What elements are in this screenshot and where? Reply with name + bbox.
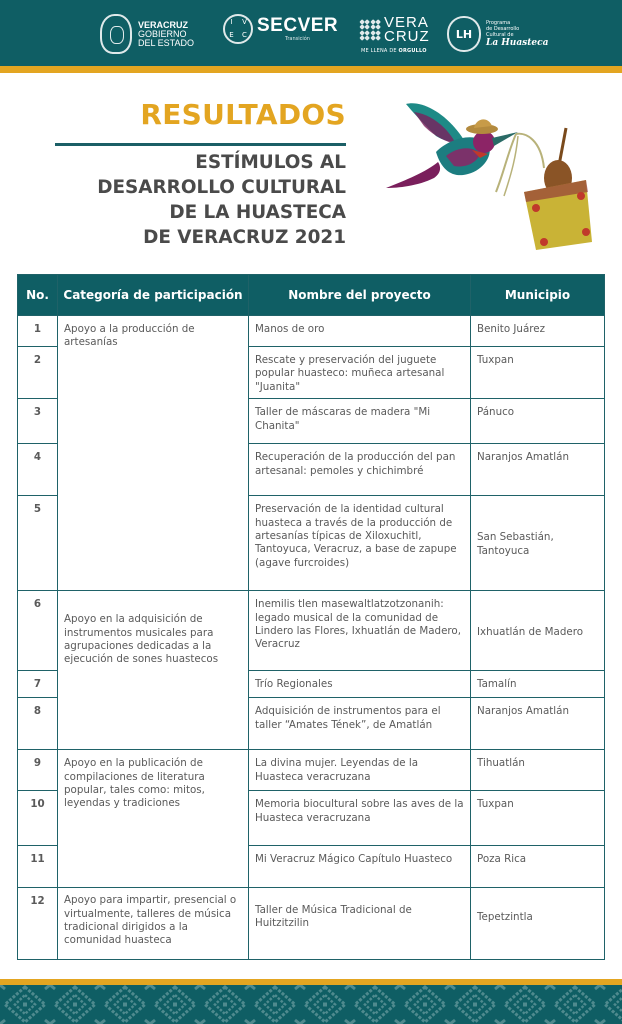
seal-letter: I	[230, 18, 233, 26]
row-number: 3	[18, 399, 58, 444]
logo-line: Cultural de	[486, 32, 514, 38]
project-name: La divina mujer. Leyendas de la Huasteca veracruzana	[249, 750, 471, 791]
logo-gobierno-veracruz	[100, 14, 194, 54]
table-row	[18, 591, 605, 671]
municipality: Tepetzintla	[471, 888, 605, 960]
municipality: Benito Juárez	[471, 316, 605, 347]
row-number: 7	[18, 671, 58, 698]
subtitle-line: DE LA HUASTECA	[169, 202, 346, 223]
logo-line: de Desarrollo	[486, 26, 520, 32]
logo-secver	[223, 14, 338, 44]
subtitle-line: DE VERACRUZ 2021	[143, 227, 346, 248]
row-number: 2	[18, 347, 58, 399]
project-name: Rescate y preservación del juguete popular huasteco: muñeca artesanal "Juanita"	[249, 347, 471, 399]
category-cell: Apoyo en la publicación de compilaciones de literatura popular, tales como: mitos, leyendas y tradiciones	[58, 750, 249, 888]
project-name: Taller de Música Tradicional de Huitzitzilin	[249, 888, 471, 960]
tagline-prefix: ME LLENA DE	[361, 48, 399, 54]
municipality: Naranjos Amatlán	[471, 444, 605, 496]
table-row	[18, 316, 605, 347]
seal-letter: E	[229, 31, 234, 39]
seal-letter: C	[242, 31, 247, 39]
column-header-proyecto: Nombre del proyecto	[249, 275, 471, 316]
project-name: Inemilis tlen masewaltlatzotzonanih: legado musical de la comunidad de Lindero las Flores, Ixhuatlán de Madero, Veracruz	[249, 591, 471, 671]
category-cell: Apoyo a la producción de artesanías	[58, 316, 249, 591]
project-name: Preservación de la identidad cultural huasteca a través de la producción de artesanías típicas de Xiloxuchitl, Tantoyuca, Veracruz, a base de zapupe (agave furcroides)	[249, 496, 471, 591]
municipality: Tihuatlán	[471, 750, 605, 791]
project-name: Trío Regionales	[249, 671, 471, 698]
municipality: Naranjos Amatlán	[471, 698, 605, 750]
logo-script: La Huasteca	[486, 38, 549, 48]
row-number: 10	[18, 791, 58, 846]
logo-veracruz-me-llena	[360, 16, 430, 44]
footer-diamond-pattern	[0, 985, 622, 1024]
logo-line: CRUZ	[384, 28, 430, 45]
project-name: Taller de máscaras de madera "Mi Chanita"	[249, 399, 471, 444]
column-header-categoria: Categoría de participación	[58, 275, 249, 316]
table-row	[18, 888, 605, 960]
row-number: 1	[18, 316, 58, 347]
logo-programa-huasteca	[447, 16, 548, 52]
logo-line: DEL ESTADO	[138, 37, 195, 48]
municipality: Pánuco	[471, 399, 605, 444]
column-header-no: No.	[18, 275, 58, 316]
results-table	[17, 274, 605, 960]
logo-line: Programa	[486, 20, 511, 26]
logo-line: VERACRUZ	[138, 19, 189, 30]
table-row	[18, 750, 605, 791]
table-header-row	[18, 275, 605, 316]
subtitle-line: DESARROLLO CULTURAL	[97, 177, 346, 198]
secver-sublabel: Transición	[285, 36, 310, 42]
municipality: Tuxpan	[471, 791, 605, 846]
municipality: San Sebastián, Tantoyuca	[471, 496, 605, 591]
header-gold-stripe	[0, 66, 622, 73]
title-divider	[55, 143, 346, 146]
page-title: RESULTADOS	[140, 98, 346, 131]
municipality: Ixhuatlán de Madero	[471, 591, 605, 671]
row-number: 4	[18, 444, 58, 496]
row-number: 8	[18, 698, 58, 750]
row-number: 12	[18, 888, 58, 960]
row-number: 5	[18, 496, 58, 591]
subtitle-line: ESTÍMULOS AL	[195, 152, 346, 173]
municipality: Poza Rica	[471, 846, 605, 888]
veracruz-tagline	[361, 48, 427, 54]
knot-pattern-icon	[360, 20, 380, 40]
column-header-municipio: Municipio	[471, 275, 605, 316]
row-number: 6	[18, 591, 58, 671]
tagline-bold: ORGULLO	[398, 48, 427, 54]
hummingbird-icon	[386, 103, 518, 188]
category-cell: Apoyo en la adquisición de instrumentos musicales para agrupaciones dedicadas a la ejecución de sones huastecos	[58, 591, 249, 750]
category-cell: Apoyo para impartir, presencial o virtualmente, talleres de música tradicional dirigidos a la comunidad huasteca	[58, 888, 249, 960]
row-number: 9	[18, 750, 58, 791]
page-subtitle	[97, 150, 346, 250]
bag-with-violin-icon	[496, 128, 592, 250]
logo-line: GOBIERNO	[138, 28, 187, 39]
municipality: Tuxpan	[471, 347, 605, 399]
project-name: Memoria biocultural sobre las aves de la Huasteca veracruzana	[249, 791, 471, 846]
coat-of-arms-icon	[100, 14, 132, 54]
ivec-seal-icon	[223, 14, 253, 44]
project-name: Adquisición de instrumentos para el taller “Amates Tének”, de Amatlán	[249, 698, 471, 750]
project-name: Manos de oro	[249, 316, 471, 347]
header-band	[0, 0, 622, 66]
logo-line: VERA	[384, 14, 429, 31]
municipality: Tamalín	[471, 671, 605, 698]
diamond-pattern-icon	[0, 985, 622, 1024]
huasteca-seal-icon: LH	[447, 16, 481, 52]
row-number: 11	[18, 846, 58, 888]
project-name: Mi Veracruz Mágico Capítulo Huasteco	[249, 846, 471, 888]
project-name: Recuperación de la producción del pan artesanal: pemoles y chichimbré	[249, 444, 471, 496]
hummingbird-illustration	[376, 92, 596, 252]
seal-letter: V	[242, 18, 247, 26]
secver-label: SECVER	[257, 15, 339, 36]
